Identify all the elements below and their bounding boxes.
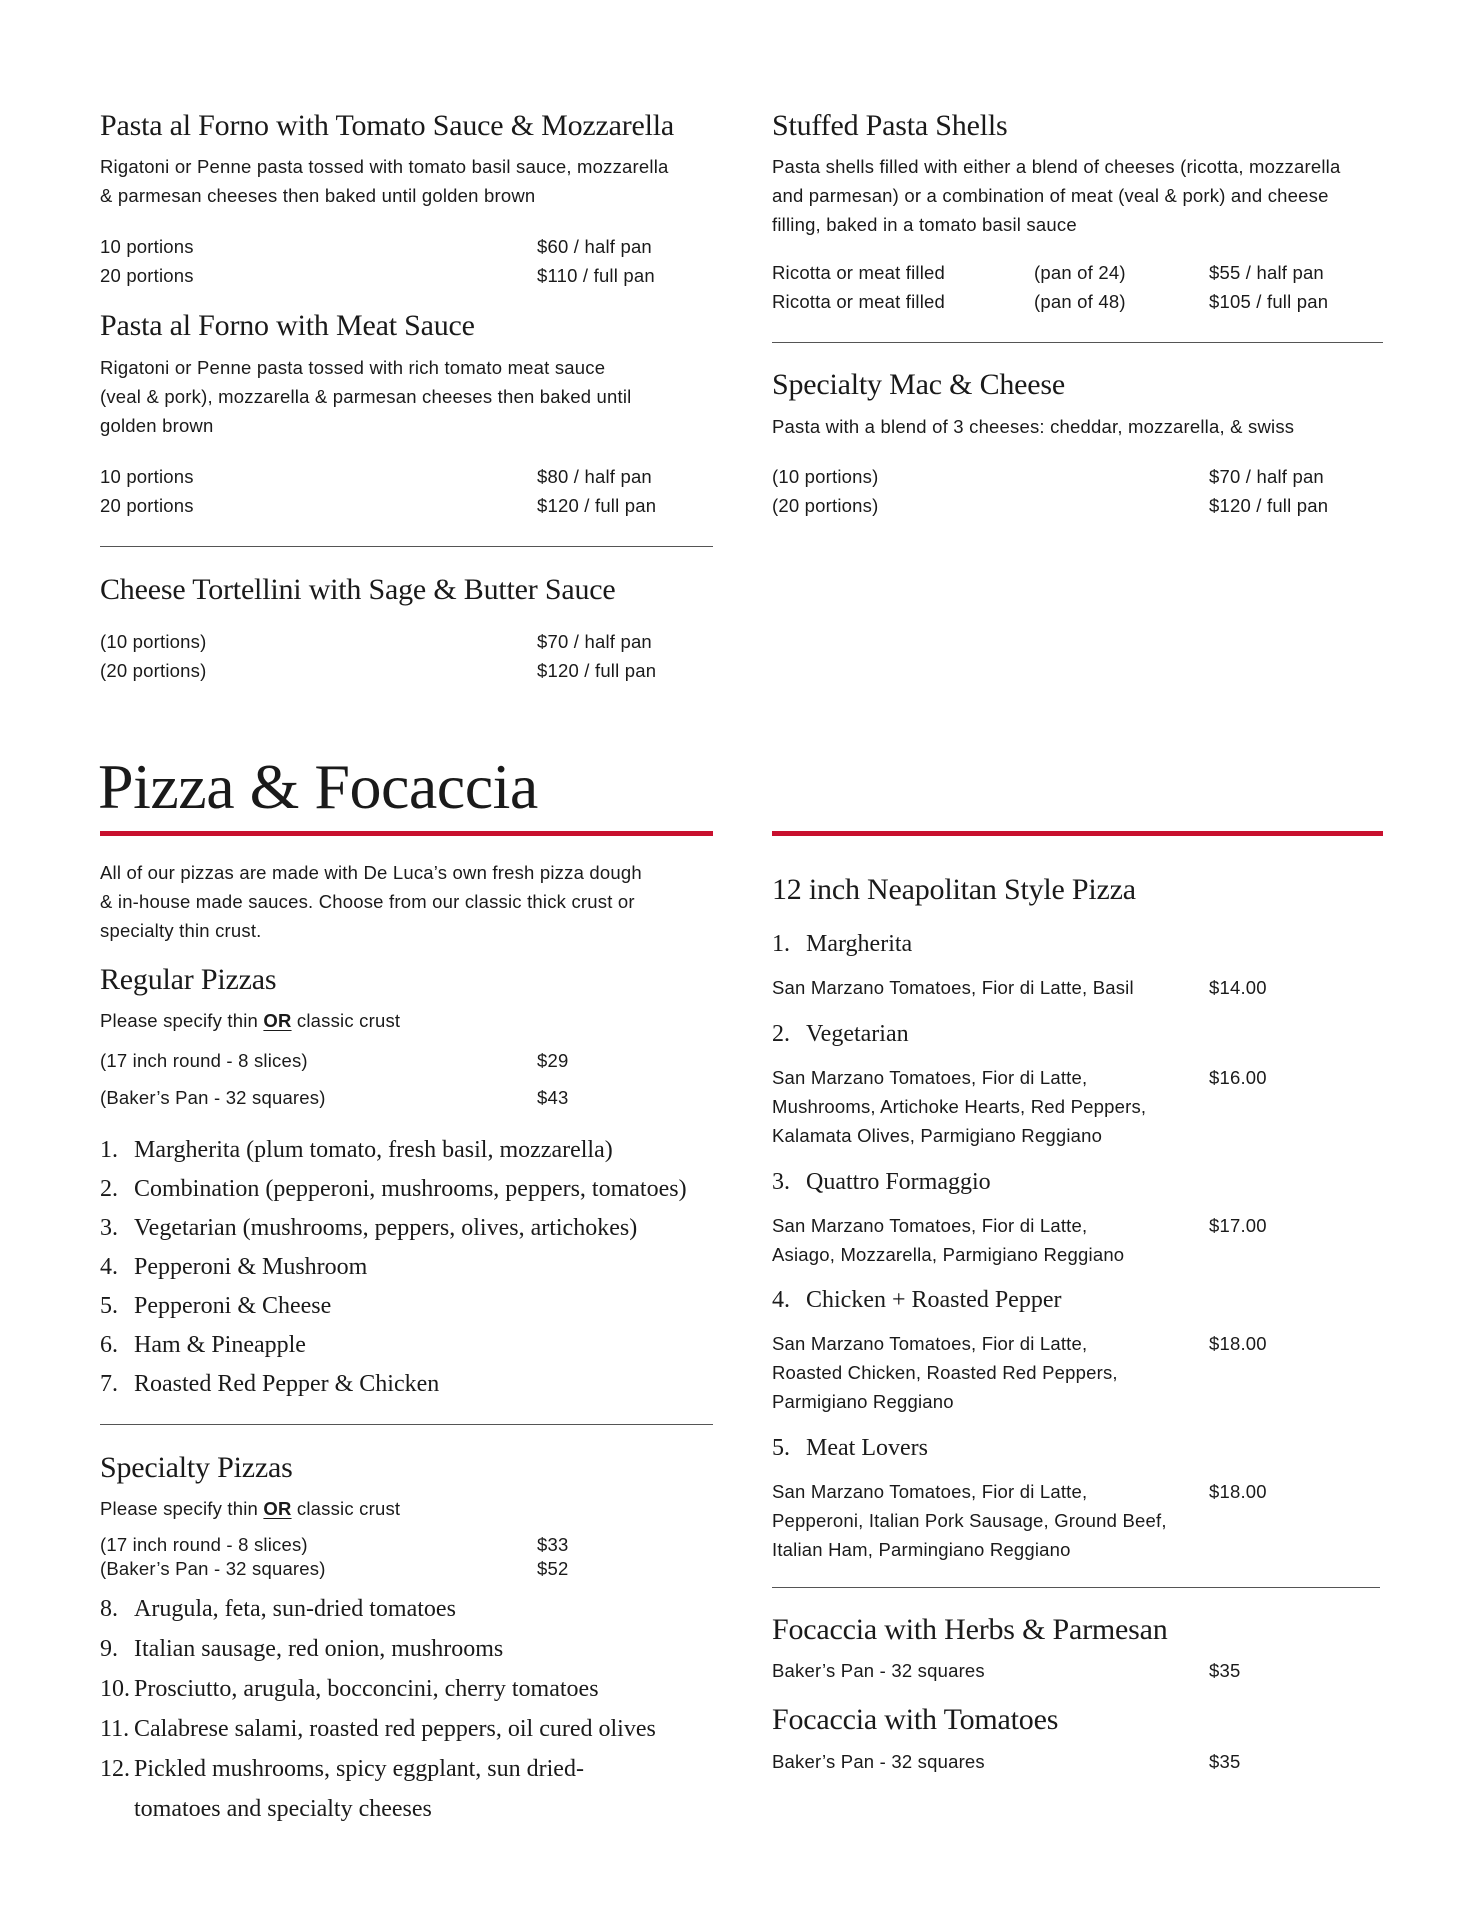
price-row-price: $80 / half pan — [537, 466, 652, 487]
specialty-pizza-list — [100, 1589, 656, 1829]
price-row-label: 20 portions — [100, 495, 194, 516]
size-label: (17 inch round - 8 slices) — [100, 1534, 308, 1555]
size-label: (Baker’s Pan - 32 squares) — [100, 1087, 326, 1108]
list-item: 2. Combination (pepperoni, mushrooms, peppers, tomatoes) — [100, 1176, 687, 1202]
list-item: 7. Roasted Red Pepper & Chicken — [100, 1371, 440, 1397]
price-row-label: (10 portions) — [100, 631, 207, 652]
price-row-price: $105 / full pan — [1209, 291, 1329, 312]
divider — [772, 342, 1383, 343]
divider — [100, 546, 713, 547]
price-row-price: $120 / full pan — [537, 495, 657, 516]
focaccia-herbs-title: Focaccia with Herbs & Parmesan — [772, 1613, 1168, 1646]
price-row-price: $120 / full pan — [537, 660, 657, 681]
neapolitan-item-name: 5. Meat Lovers — [772, 1435, 928, 1461]
price-row-pan: (pan of 24) — [1034, 262, 1126, 283]
price-row-price: $120 / full pan — [1209, 495, 1329, 516]
focaccia-tomatoes-title: Focaccia with Tomatoes — [772, 1703, 1059, 1736]
section-heading: Pizza & Focaccia — [98, 751, 538, 822]
neapolitan-item-desc: San Marzano Tomatoes, Fior di Latte, Pepperoni, Italian Pork Sausage, Ground Beef, Italian Ham, Parmingiano Reggiano — [772, 1481, 1167, 1560]
specialty-pizzas-title: Specialty Pizzas — [100, 1451, 293, 1484]
list-item: 4. Pepperoni & Mushroom — [100, 1254, 368, 1280]
neapolitan-item-price: $18.00 — [1209, 1481, 1267, 1502]
size-label: (Baker’s Pan - 32 squares) — [100, 1558, 326, 1579]
list-item-continued: tomatoes and specialty cheeses — [134, 1796, 432, 1822]
focaccia-herbs-label: Baker’s Pan - 32 squares — [772, 1660, 985, 1681]
neapolitan-item-price: $18.00 — [1209, 1333, 1267, 1354]
focaccia-tomatoes-label: Baker’s Pan - 32 squares — [772, 1751, 985, 1772]
focaccia-herbs-price: $35 — [1209, 1660, 1241, 1681]
price-row-label: (20 portions) — [772, 495, 879, 516]
neapolitan-item-desc: San Marzano Tomatoes, Fior di Latte, Asiago, Mozzarella, Parmigiano Reggiano — [772, 1215, 1125, 1265]
list-item: 8. Arugula, feta, sun-dried tomatoes — [100, 1596, 456, 1622]
crust-note: Please specify thin OR classic crust — [100, 1010, 401, 1031]
price-row-label: Ricotta or meat filled — [772, 262, 946, 283]
price-row-label: 10 portions — [100, 236, 194, 257]
mac-title: Specialty Mac & Cheese — [772, 368, 1066, 401]
neapolitan-item-name: 2. Vegetarian — [772, 1021, 909, 1047]
regular-pizza-list — [100, 1131, 687, 1404]
size-price: $52 — [537, 1558, 569, 1579]
regular-pizzas-title: Regular Pizzas — [100, 963, 277, 996]
red-rule-left — [100, 831, 713, 836]
price-row-label: (20 portions) — [100, 660, 207, 681]
mac-desc: Pasta with a blend of 3 cheeses: cheddar, mozzarella, & swiss — [772, 416, 1295, 437]
focaccia-tomatoes-price: $35 — [1209, 1751, 1241, 1772]
neapolitan-title: 12 inch Neapolitan Style Pizza — [772, 873, 1136, 906]
price-row-label: Ricotta or meat filled — [772, 291, 946, 312]
price-row-label: 20 portions — [100, 265, 194, 286]
forno-meat-desc: Rigatoni or Penne pasta tossed with rich tomato meat sauce (veal & pork), mozzarella & parmesan cheeses then baked until golden brown — [100, 357, 632, 436]
price-row-label: (10 portions) — [772, 466, 879, 487]
list-item: 6. Ham & Pineapple — [100, 1332, 306, 1358]
list-item: 5. Pepperoni & Cheese — [100, 1293, 332, 1319]
list-item: 10. Prosciutto, arugula, bocconcini, cherry tomatoes — [100, 1676, 599, 1702]
neapolitan-item-desc: San Marzano Tomatoes, Fior di Latte, Roasted Chicken, Roasted Red Peppers, Parmigiano Reggiano — [772, 1333, 1118, 1412]
neapolitan-item-name: 1. Margherita — [772, 931, 913, 957]
size-price: $43 — [537, 1087, 569, 1108]
price-row-price: $60 / half pan — [537, 236, 652, 257]
neapolitan-item-price: $17.00 — [1209, 1215, 1267, 1236]
shells-desc: Pasta shells filled with either a blend of cheeses (ricotta, mozzarella and parmesan) or a combination of meat (veal & pork) and cheese filling, baked in a tomato basil sauce — [772, 156, 1341, 235]
neapolitan-item-price: $16.00 — [1209, 1067, 1267, 1088]
tortellini-title: Cheese Tortellini with Sage & Butter Sauce — [100, 573, 616, 606]
list-item: 1. Margherita (plum tomato, fresh basil, mozzarella) — [100, 1137, 613, 1163]
size-price: $33 — [537, 1534, 569, 1555]
neapolitan-item-name: 4. Chicken + Roasted Pepper — [772, 1287, 1062, 1313]
forno-tomato-title: Pasta al Forno with Tomato Sauce & Mozzarella — [100, 109, 675, 142]
divider — [100, 1424, 713, 1425]
neapolitan-item-price: $14.00 — [1209, 977, 1267, 998]
size-price: $29 — [537, 1050, 569, 1071]
list-item: 12. Pickled mushrooms, spicy eggplant, sun dried- — [100, 1756, 584, 1782]
price-row-price: $110 / full pan — [537, 265, 655, 286]
neapolitan-item-desc: San Marzano Tomatoes, Fior di Latte, Mushrooms, Artichoke Hearts, Red Peppers, Kalamata Olives, Parmigiano Reggiano — [772, 1067, 1147, 1146]
forno-meat-title: Pasta al Forno with Meat Sauce — [100, 309, 475, 342]
price-row-price: $70 / half pan — [1209, 466, 1324, 487]
forno-tomato-desc: Rigatoni or Penne pasta tossed with tomato basil sauce, mozzarella & parmesan cheeses then baked until golden brown — [100, 156, 669, 206]
shells-title: Stuffed Pasta Shells — [772, 109, 1008, 142]
price-row-label: 10 portions — [100, 466, 194, 487]
price-row-price: $70 / half pan — [537, 631, 652, 652]
price-row-pan: (pan of 48) — [1034, 291, 1126, 312]
list-item: 9. Italian sausage, red onion, mushrooms — [100, 1636, 504, 1662]
list-item: 3. Vegetarian (mushrooms, peppers, olives, artichokes) — [100, 1215, 638, 1241]
price-row-price: $55 / half pan — [1209, 262, 1324, 283]
red-rule-right — [772, 831, 1383, 836]
divider — [772, 1587, 1380, 1588]
size-label: (17 inch round - 8 slices) — [100, 1050, 308, 1071]
neapolitan-item-name: 3. Quattro Formaggio — [772, 1169, 991, 1195]
crust-note: Please specify thin OR classic crust — [100, 1498, 401, 1519]
pizza-intro: All of our pizzas are made with De Luca’s own fresh pizza dough & in-house made sauces. Choose from our classic thick crust or specialty thin crust. — [100, 862, 642, 941]
neapolitan-item-desc: San Marzano Tomatoes, Fior di Latte, Basil — [772, 977, 1134, 998]
list-item: 11. Calabrese salami, roasted red peppers, oil cured olives — [100, 1716, 656, 1742]
